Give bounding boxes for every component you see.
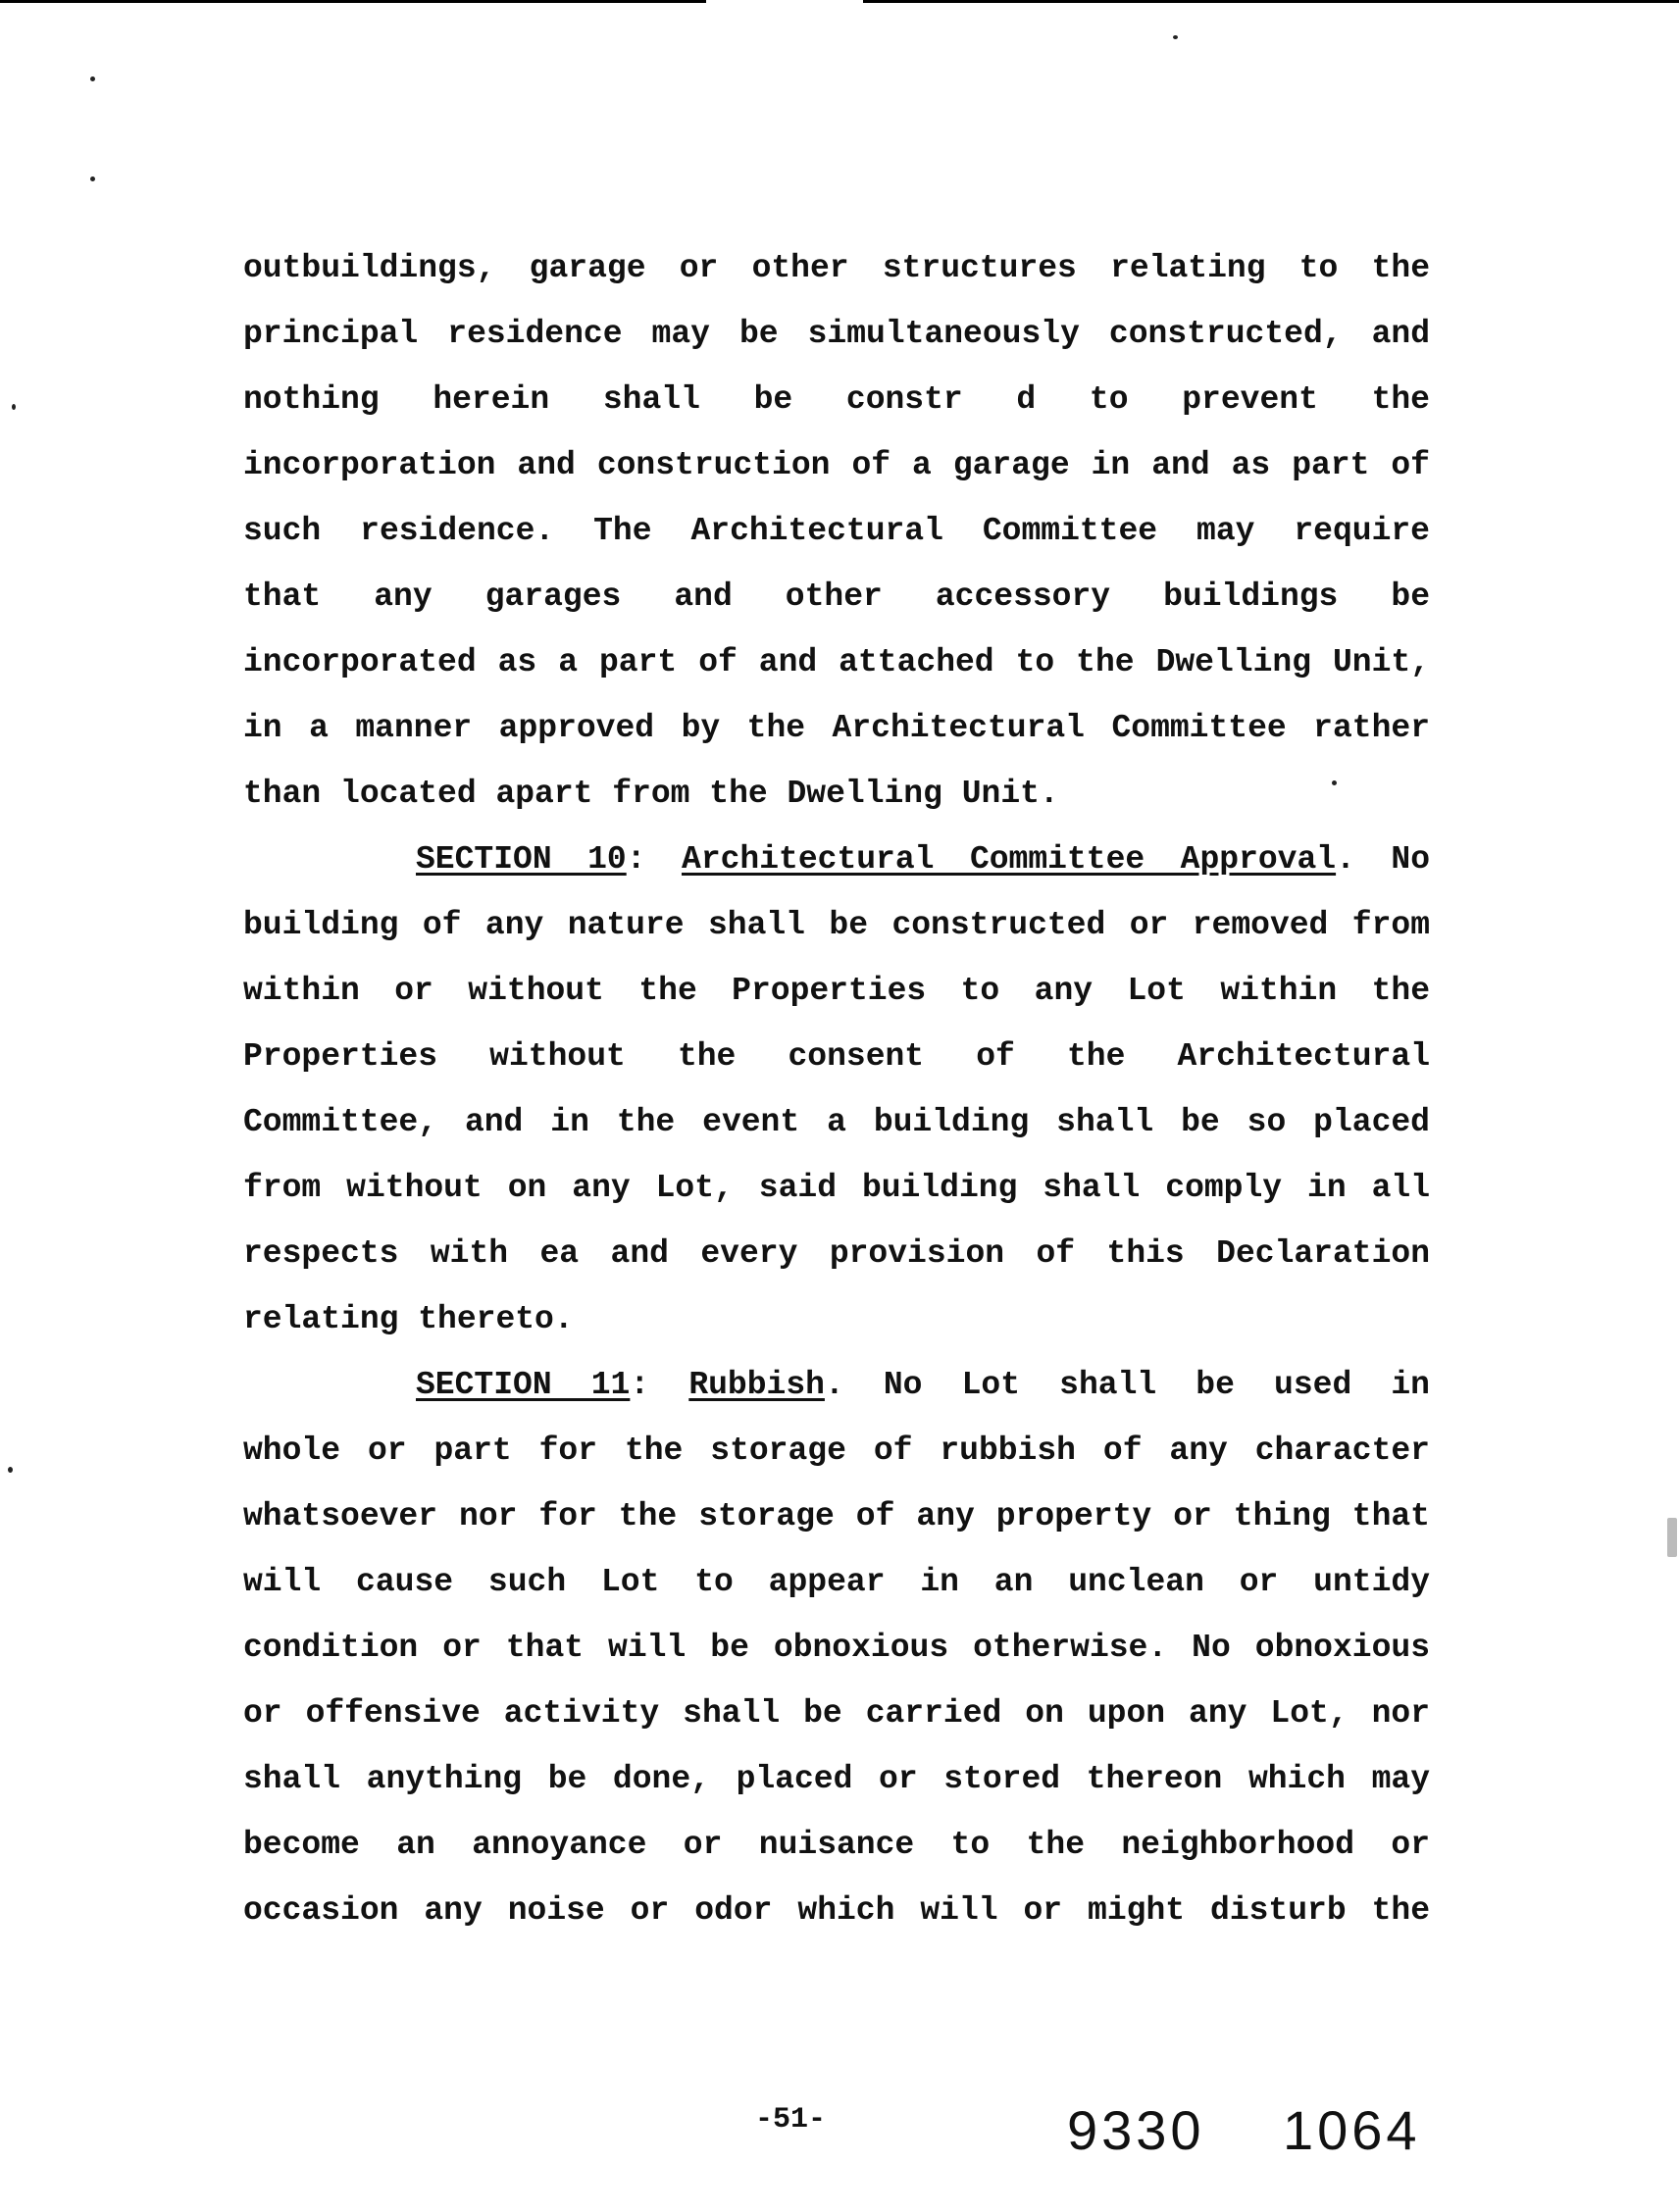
- text-line: than located apart from the Dwelling Unit.: [243, 776, 1059, 812]
- scan-speck: [8, 1467, 13, 1473]
- text-line: relating thereto.: [243, 1301, 574, 1337]
- text-line: nothing herein shall be constr d to prevent the: [243, 381, 1430, 418]
- text-line: occasion any noise or odor which will or might disturb the: [243, 1892, 1430, 1929]
- text-line: incorporation and construction of a garage in and as part of: [243, 447, 1430, 483]
- text-line: from without on any Lot, said building shall comply in all: [243, 1170, 1430, 1206]
- book-number: 9330: [1067, 2099, 1205, 2161]
- text-line: outbuildings, garage or other structures relating to the: [243, 250, 1430, 286]
- scan-speck: [90, 76, 95, 81]
- scan-speck: [12, 404, 16, 410]
- text-line: shall anything be done, placed or stored thereon which may: [243, 1761, 1430, 1797]
- page-number: -51-: [755, 2103, 827, 2137]
- section-11-first-line-rest: No Lot shall be used in: [883, 1367, 1430, 1403]
- document-body: [243, 235, 1430, 1943]
- page-reference: 1064: [1283, 2099, 1421, 2161]
- section-10-heading-line: SECTION 10: Architectural Committee Approval. No: [416, 841, 1430, 878]
- section-11-title: Rubbish: [688, 1367, 825, 1403]
- text-line: respects with ea and every provision of this Declaration: [243, 1235, 1430, 1272]
- section-10-first-line-rest: No: [1391, 841, 1430, 878]
- text-line: within or without the Properties to any Lot within the: [243, 973, 1430, 1009]
- section-10-number: SECTION 10: [416, 841, 627, 878]
- text-line: or offensive activity shall be carried on upon any Lot, nor: [243, 1695, 1430, 1732]
- scan-speck: [90, 176, 95, 181]
- text-line: condition or that will be obnoxious otherwise. No obnoxious: [243, 1630, 1430, 1666]
- scan-speck: [1667, 1518, 1677, 1557]
- scan-top-edge-gap: [706, 0, 863, 3]
- text-line: whole or part for the storage of rubbish of any character: [243, 1433, 1430, 1469]
- text-line: will cause such Lot to appear in an unclean or untidy: [243, 1564, 1430, 1600]
- section-11-heading-line: SECTION 11: Rubbish. No Lot shall be used in: [416, 1367, 1430, 1403]
- text-line: Properties without the consent of the Architectural: [243, 1038, 1430, 1075]
- text-line: that any garages and other accessory buildings be: [243, 578, 1430, 615]
- text-line: incorporated as a part of and attached to the Dwelling Unit,: [243, 644, 1430, 680]
- text-line: principal residence may be simultaneously constructed, and: [243, 316, 1430, 352]
- section-10-title: Architectural Committee Approval: [682, 841, 1337, 878]
- section-11-number: SECTION 11: [416, 1367, 631, 1403]
- text-line: in a manner approved by the Architectural Committee rather: [243, 710, 1430, 746]
- text-line: building of any nature shall be constructed or removed from: [243, 907, 1430, 943]
- text-line: such residence. The Architectural Committee may require: [243, 513, 1430, 549]
- text-line: become an annoyance or nuisance to the neighborhood or: [243, 1827, 1430, 1863]
- text-line: whatsoever nor for the storage of any property or thing that: [243, 1498, 1430, 1534]
- scan-speck: [1173, 35, 1178, 39]
- text-line: Committee, and in the event a building shall be so placed: [243, 1104, 1430, 1140]
